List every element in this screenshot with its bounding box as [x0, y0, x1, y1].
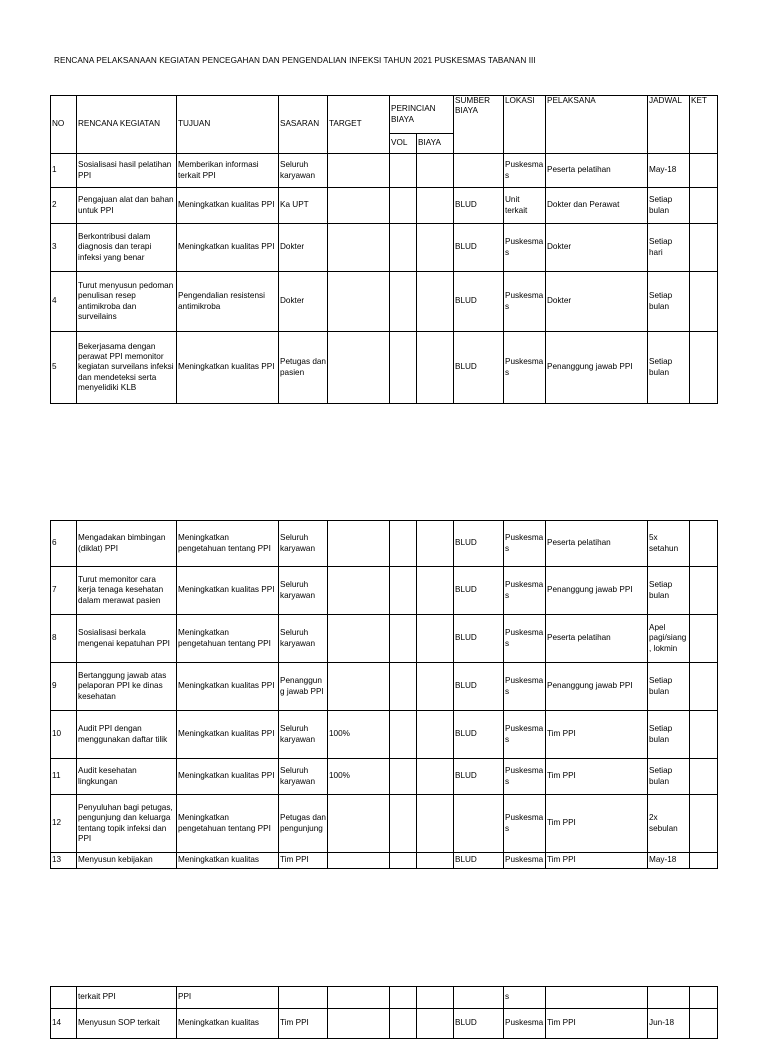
cell-pelaksana: Dokter dan Perawat: [546, 188, 648, 224]
cell-tujuan: Meningkatkan pengetahuan tentang PPI: [177, 521, 279, 567]
header-sumber: SUMBER BIAYA: [454, 96, 504, 154]
cell-tujuan: Memberikan informasi terkait PPI: [177, 154, 279, 188]
cell-sumber: BLUD: [454, 853, 504, 869]
cell-biaya: [417, 567, 454, 615]
header-perincian: PERINCIAN BIAYA: [390, 96, 454, 134]
cell-sasaran: Seluruh karyawan: [279, 759, 328, 795]
activity-table-page2: [50, 520, 718, 869]
cell-sasaran: Seluruh karyawan: [279, 521, 328, 567]
header-jadwal: JADWAL: [648, 96, 690, 154]
header-vol: VOL: [390, 134, 417, 154]
table-row: [51, 853, 718, 869]
cell-sumber: BLUD: [454, 272, 504, 332]
cell-tujuan: Pengendalian resistensi antimikroba: [177, 272, 279, 332]
cell-vol: [390, 711, 417, 759]
cell-jadwal: 5x setahun: [648, 521, 690, 567]
cell-pelaksana: Tim PPI: [546, 711, 648, 759]
cell-rencana: Mengadakan bimbingan (diklat) PPI: [77, 521, 177, 567]
cell-jadwal: Setiap bulan: [648, 711, 690, 759]
cell-jadwal: Setiap bulan: [648, 272, 690, 332]
cell-lokasi: Puskesma s: [504, 224, 546, 272]
cell-rencana: Penyuluhan bagi petugas, pengunjung dan keluarga tentang topik infeksi dan PPI: [77, 795, 177, 853]
cell-jadwal: Setiap bulan: [648, 663, 690, 711]
cell-ket: [690, 521, 718, 567]
cell-pelaksana: Dokter: [546, 224, 648, 272]
cell-no: 7: [51, 567, 77, 615]
cell-no: 9: [51, 663, 77, 711]
cell-jadwal: Setiap bulan: [648, 332, 690, 404]
cell-biaya: [417, 272, 454, 332]
cell-ket: [690, 795, 718, 853]
cell-sasaran: Dokter: [279, 224, 328, 272]
cell-vol: [390, 853, 417, 869]
cell-pelaksana: Peserta pelatihan: [546, 615, 648, 663]
cell-sumber: BLUD: [454, 521, 504, 567]
cell-vol: [390, 224, 417, 272]
cell-sumber: [454, 795, 504, 853]
cell-lokasi: Puskesma s: [504, 711, 546, 759]
cell-pelaksana: Dokter: [546, 272, 648, 332]
cell-target: [328, 567, 390, 615]
header-rencana: RENCANA KEGIATAN: [77, 96, 177, 154]
cell-rencana: Sosialisasi hasil pelatihan PPI: [77, 154, 177, 188]
cell-lokasi: Puskesma s: [504, 663, 546, 711]
cell-biaya: [417, 332, 454, 404]
cell-target: [328, 224, 390, 272]
cell-tujuan: Meningkatkan kualitas: [177, 1009, 279, 1039]
cell-biaya: [417, 154, 454, 188]
cell-tujuan: Meningkatkan kualitas PPI: [177, 663, 279, 711]
cell-vol: [390, 272, 417, 332]
header-tujuan: TUJUAN: [177, 96, 279, 154]
cell-pelaksana: Peserta pelatihan: [546, 154, 648, 188]
cell-vol: [390, 987, 417, 1009]
cell-jadwal: [648, 987, 690, 1009]
cell-sasaran: Petugas dan pengunjung: [279, 795, 328, 853]
cell-ket: [690, 853, 718, 869]
table-row: [51, 711, 718, 759]
cell-pelaksana: Penanggung jawab PPI: [546, 663, 648, 711]
cell-no: 3: [51, 224, 77, 272]
cell-no: 4: [51, 272, 77, 332]
document-title: RENCANA PELAKSANAAN KEGIATAN PENCEGAHAN DAN PENGENDALIAN INFEKSI TAHUN 2021 PUSKESMAS TABANAN III: [54, 56, 536, 65]
cell-sumber: BLUD: [454, 1009, 504, 1039]
cell-jadwal: Setiap bulan: [648, 759, 690, 795]
cell-biaya: [417, 224, 454, 272]
cell-lokasi: Puskesma s: [504, 154, 546, 188]
cell-target: [328, 795, 390, 853]
cell-no: 5: [51, 332, 77, 404]
cell-sasaran: Seluruh karyawan: [279, 567, 328, 615]
header-sasaran: SASARAN: [279, 96, 328, 154]
table-row: [51, 154, 718, 188]
cell-jadwal: Setiap bulan: [648, 567, 690, 615]
table-row: [51, 224, 718, 272]
cell-sumber: BLUD: [454, 567, 504, 615]
cell-lokasi: Puskesma: [504, 853, 546, 869]
cell-jadwal: May-18: [648, 154, 690, 188]
cell-lokasi: Puskesma s: [504, 615, 546, 663]
cell-lokasi: Puskesma s: [504, 567, 546, 615]
cell-no: 8: [51, 615, 77, 663]
cell-jadwal: 2x sebulan: [648, 795, 690, 853]
header-no: NO: [51, 96, 77, 154]
header-pelaksana: PELAKSANA: [546, 96, 648, 154]
table-row: [51, 663, 718, 711]
cell-ket: [690, 663, 718, 711]
cell-target: [328, 663, 390, 711]
cell-sasaran: Seluruh karyawan: [279, 615, 328, 663]
cell-sasaran: Ka UPT: [279, 188, 328, 224]
cell-ket: [690, 615, 718, 663]
cell-target: [328, 987, 390, 1009]
cell-ket: [690, 711, 718, 759]
header-ket: KET: [690, 96, 718, 154]
cell-sumber: BLUD: [454, 759, 504, 795]
cell-sasaran: Seluruh karyawan: [279, 711, 328, 759]
cell-rencana: Audit PPI dengan menggunakan daftar tilik: [77, 711, 177, 759]
cell-tujuan: Meningkatkan kualitas PPI: [177, 711, 279, 759]
cell-sumber: [454, 154, 504, 188]
cell-rencana: Bekerjasama dengan perawat PPI memonitor kegiatan surveilans infeksi dan mendeteksi serta menyelidiki KLB: [77, 332, 177, 404]
cell-biaya: [417, 853, 454, 869]
table-row: [51, 188, 718, 224]
cell-rencana: Audit kesehatan lingkungan: [77, 759, 177, 795]
cell-jadwal: Apel pagi/siang , lokmin: [648, 615, 690, 663]
cell-target: [328, 521, 390, 567]
cell-jadwal: Jun-18: [648, 1009, 690, 1039]
cell-tujuan: Meningkatkan kualitas PPI: [177, 332, 279, 404]
table-row: [51, 332, 718, 404]
cell-lokasi: Unit terkait: [504, 188, 546, 224]
cell-biaya: [417, 188, 454, 224]
cell-pelaksana: Penanggung jawab PPI: [546, 567, 648, 615]
cell-ket: [690, 987, 718, 1009]
cell-tujuan: Meningkatkan kualitas PPI: [177, 759, 279, 795]
cell-vol: [390, 188, 417, 224]
cell-target: [328, 188, 390, 224]
cell-rencana: Bertanggung jawab atas pelaporan PPI ke dinas kesehatan: [77, 663, 177, 711]
table-row: [51, 567, 718, 615]
cell-tujuan: Meningkatkan kualitas: [177, 853, 279, 869]
header-biaya: BIAYA: [417, 134, 454, 154]
cell-target: [328, 272, 390, 332]
cell-tujuan: Meningkatkan pengetahuan tentang PPI: [177, 615, 279, 663]
cell-rencana: Menyusun SOP terkait: [77, 1009, 177, 1039]
cell-ket: [690, 188, 718, 224]
cell-biaya: [417, 521, 454, 567]
cell-pelaksana: [546, 987, 648, 1009]
cell-sasaran: Dokter: [279, 272, 328, 332]
cell-lokasi: Puskesma s: [504, 521, 546, 567]
cell-pelaksana: Peserta pelatihan: [546, 521, 648, 567]
cell-sumber: BLUD: [454, 711, 504, 759]
cell-pelaksana: Tim PPI: [546, 1009, 648, 1039]
table-row: [51, 759, 718, 795]
cell-rencana: Turut menyusun pedoman penulisan resep antimikroba dan surveilains: [77, 272, 177, 332]
cell-ket: [690, 224, 718, 272]
cell-target: [328, 853, 390, 869]
cell-rencana: Pengajuan alat dan bahan untuk PPI: [77, 188, 177, 224]
cell-jadwal: Setiap bulan: [648, 188, 690, 224]
cell-ket: [690, 332, 718, 404]
cell-target: [328, 615, 390, 663]
cell-vol: [390, 759, 417, 795]
cell-sumber: BLUD: [454, 224, 504, 272]
cell-sasaran: Tim PPI: [279, 853, 328, 869]
table-row: [51, 795, 718, 853]
cell-ket: [690, 272, 718, 332]
cell-no: 2: [51, 188, 77, 224]
cell-lokasi: Puskesma s: [504, 332, 546, 404]
cell-sumber: [454, 987, 504, 1009]
cell-no: 12: [51, 795, 77, 853]
cell-lokasi: Puskesma: [504, 1009, 546, 1039]
cell-rencana: Sosialisasi berkala mengenai kepatuhan PPI: [77, 615, 177, 663]
header-lokasi: LOKASI: [504, 96, 546, 154]
cell-sasaran: Seluruh karyawan: [279, 154, 328, 188]
cell-lokasi: Puskesma s: [504, 272, 546, 332]
cell-no: 14: [51, 1009, 77, 1039]
cell-vol: [390, 567, 417, 615]
cell-sasaran: Penanggun g jawab PPI: [279, 663, 328, 711]
cell-vol: [390, 663, 417, 711]
cell-sumber: BLUD: [454, 615, 504, 663]
cell-tujuan: Meningkatkan kualitas PPI: [177, 188, 279, 224]
cell-ket: [690, 154, 718, 188]
cell-jadwal: May-18: [648, 853, 690, 869]
cell-rencana: Berkontribusi dalam diagnosis dan terapi infeksi yang benar: [77, 224, 177, 272]
cell-vol: [390, 332, 417, 404]
cell-sasaran: [279, 987, 328, 1009]
cell-no: 6: [51, 521, 77, 567]
table-row: [51, 521, 718, 567]
cell-biaya: [417, 795, 454, 853]
cell-rencana: Menyusun kebijakan: [77, 853, 177, 869]
cell-tujuan: PPI: [177, 987, 279, 1009]
cell-no: 11: [51, 759, 77, 795]
cell-sasaran: Tim PPI: [279, 1009, 328, 1039]
cell-biaya: [417, 615, 454, 663]
cell-sumber: BLUD: [454, 332, 504, 404]
cell-pelaksana: Tim PPI: [546, 759, 648, 795]
cell-tujuan: Meningkatkan pengetahuan tentang PPI: [177, 795, 279, 853]
cell-target: 100%: [328, 711, 390, 759]
cell-target: [328, 332, 390, 404]
cell-vol: [390, 521, 417, 567]
table-row: [51, 987, 718, 1009]
cell-vol: [390, 154, 417, 188]
cell-no: 10: [51, 711, 77, 759]
cell-lokasi: Puskesma s: [504, 795, 546, 853]
activity-table-page1: [50, 95, 718, 404]
cell-no: [51, 987, 77, 1009]
cell-biaya: [417, 987, 454, 1009]
cell-tujuan: Meningkatkan kualitas PPI: [177, 224, 279, 272]
cell-pelaksana: Tim PPI: [546, 795, 648, 853]
cell-biaya: [417, 663, 454, 711]
cell-pelaksana: Tim PPI: [546, 853, 648, 869]
cell-sumber: BLUD: [454, 663, 504, 711]
cell-no: 13: [51, 853, 77, 869]
header-target: TARGET: [328, 96, 390, 154]
cell-vol: [390, 795, 417, 853]
activity-table-page3: [50, 986, 718, 1039]
cell-vol: [390, 615, 417, 663]
cell-ket: [690, 759, 718, 795]
cell-ket: [690, 567, 718, 615]
cell-lokasi: s: [504, 987, 546, 1009]
table-row: [51, 272, 718, 332]
cell-target: [328, 154, 390, 188]
cell-biaya: [417, 759, 454, 795]
cell-target: 100%: [328, 759, 390, 795]
cell-rencana: terkait PPI: [77, 987, 177, 1009]
table-row: [51, 615, 718, 663]
cell-sasaran: Petugas dan pasien: [279, 332, 328, 404]
cell-rencana: Turut memonitor cara kerja tenaga kesehatan dalam merawat pasien: [77, 567, 177, 615]
cell-sumber: BLUD: [454, 188, 504, 224]
cell-jadwal: Setiap hari: [648, 224, 690, 272]
cell-no: 1: [51, 154, 77, 188]
cell-tujuan: Meningkatkan kualitas PPI: [177, 567, 279, 615]
cell-pelaksana: Penanggung jawab PPI: [546, 332, 648, 404]
cell-lokasi: Puskesma s: [504, 759, 546, 795]
cell-biaya: [417, 711, 454, 759]
